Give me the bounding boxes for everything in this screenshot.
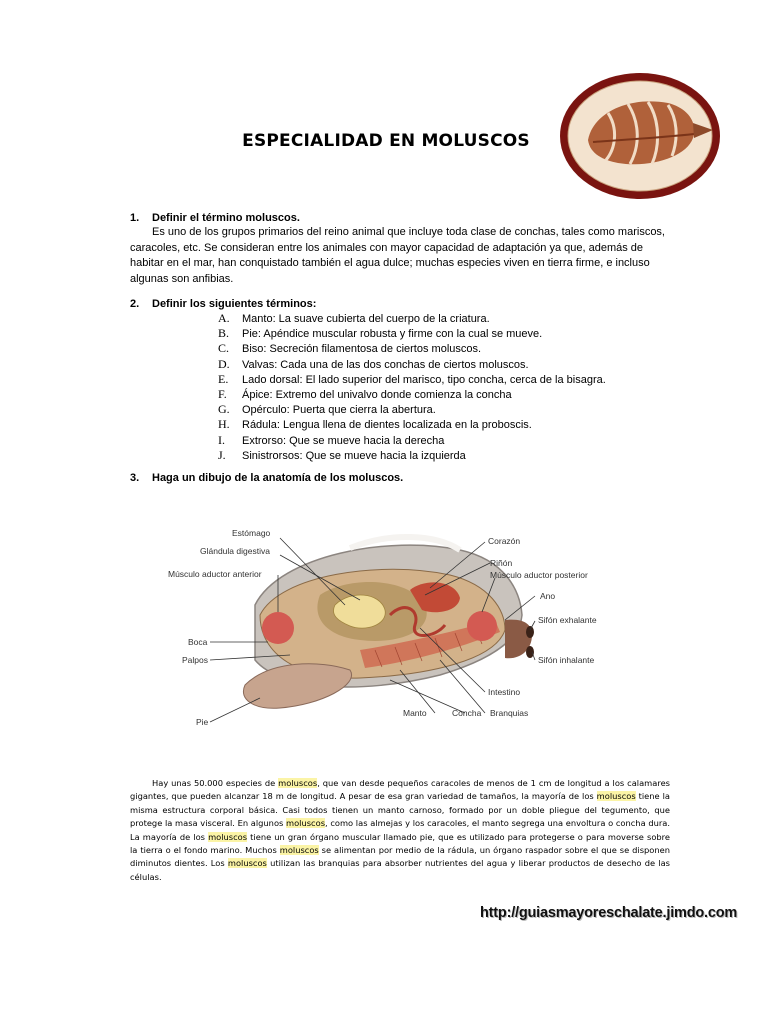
label-palpos: Palpos bbox=[182, 655, 208, 665]
highlighted-term: moluscos bbox=[596, 791, 636, 802]
page-title: ESPECIALIDAD EN MOLUSCOS bbox=[242, 131, 530, 151]
section-1-number: 1. bbox=[130, 212, 140, 224]
paragraph-text: se alimentan por medio de la rádula, un órgano raspador sobre el que se disponen diminutos dientes. Los bbox=[130, 845, 670, 869]
list-letter: C. bbox=[218, 341, 230, 356]
foot-shape bbox=[243, 664, 351, 709]
list-item bbox=[218, 448, 678, 463]
highlighted-term: moluscos bbox=[279, 845, 319, 856]
list-text: Extrorso: Que se mueve hacia la derecha bbox=[242, 434, 445, 447]
section-1-title: Definir el término moluscos. bbox=[152, 212, 300, 224]
highlighted-term: moluscos bbox=[278, 778, 318, 788]
list-letter: J. bbox=[218, 447, 226, 462]
molluscs-paragraph bbox=[130, 777, 670, 884]
posterior-adductor-shape bbox=[467, 611, 497, 641]
list-text: Pie: Apéndice muscular robusta y firme con la cual se mueve. bbox=[242, 328, 543, 341]
anterior-adductor-shape bbox=[262, 612, 294, 644]
list-letter: G. bbox=[218, 402, 230, 417]
label-intestino: Intestino bbox=[488, 687, 521, 697]
section-2-title: Definir los siguientes términos: bbox=[152, 298, 317, 310]
label-corazon: Corazón bbox=[488, 536, 521, 546]
label-estomago: Estómago bbox=[232, 528, 271, 538]
label-sifon-inhalante: Sifón inhalante bbox=[538, 655, 595, 665]
section-3-number: 3. bbox=[130, 472, 140, 484]
list-item bbox=[218, 372, 678, 387]
section-3-heading bbox=[130, 472, 403, 484]
section-2-heading bbox=[130, 298, 316, 310]
highlighted-term: moluscos bbox=[227, 858, 267, 869]
paragraph-text: tiene la misma estructura corporal básica. Casi todos tienen un manto carnoso, formado por un doble pliegue del tegumento, que protege la masa visceral. En algunos bbox=[130, 791, 670, 829]
paragraph-text: utilizan las branquias para absorber nutrientes del agua y liberar productos de desecho de las células. bbox=[130, 858, 670, 882]
list-letter: B. bbox=[218, 326, 230, 341]
label-musculo-anterior: Músculo aductor anterior bbox=[168, 569, 262, 579]
label-concha: Concha bbox=[452, 708, 482, 718]
label-musculo-posterior: Músculo aductor posterior bbox=[490, 570, 588, 580]
list-item bbox=[218, 387, 678, 402]
list-item bbox=[218, 326, 678, 341]
section-3-title: Haga un dibujo de la anatomía de los moluscos. bbox=[152, 472, 404, 484]
list-item bbox=[218, 433, 678, 448]
highlighted-term: moluscos bbox=[208, 831, 248, 842]
list-text: Valvas: Cada una de las dos conchas de ciertos moluscos. bbox=[242, 358, 529, 371]
paragraph-text: Hay unas 50.000 especies de bbox=[152, 778, 279, 788]
label-ano: Ano bbox=[540, 591, 556, 601]
list-letter: I. bbox=[218, 432, 225, 447]
label-boca: Boca bbox=[188, 637, 208, 647]
shell-badge-icon bbox=[548, 68, 732, 204]
list-text: Opérculo: Puerta que cierra la abertura. bbox=[242, 404, 436, 417]
label-branquias: Branquias bbox=[490, 708, 529, 718]
list-letter: D. bbox=[218, 356, 230, 371]
clam-anatomy-illustration bbox=[160, 520, 620, 740]
list-text: Ápice: Extremo del univalvo donde comienza la concha bbox=[242, 388, 512, 401]
label-rinon: Riñón bbox=[490, 558, 513, 568]
list-letter: H. bbox=[218, 417, 230, 432]
paragraph-text: , como las almejas y los caracoles, el manto segrega una envoltura o concha dura. La mayoría de los bbox=[130, 818, 670, 842]
list-item bbox=[218, 402, 678, 417]
section-1-heading bbox=[130, 212, 670, 224]
list-text: Rádula: Lengua llena de dientes localizada en la proboscis. bbox=[242, 419, 532, 432]
terms-list bbox=[218, 311, 678, 463]
footer-url: http://guiasmayoreschalate.jimdo.com bbox=[480, 905, 738, 921]
list-text: Biso: Secreción filamentosa de ciertos moluscos. bbox=[242, 343, 482, 356]
label-pie: Pie bbox=[196, 717, 209, 727]
list-item bbox=[218, 311, 678, 326]
list-item bbox=[218, 341, 678, 356]
paragraph-text: , que van desde pequeños caracoles de menos de 1 cm de longitud a los calamares gigantes, que pueden alcanzar 18 m de longitud. A pesar de esa gran variedad de tamaños, la mayoría de los bbox=[130, 778, 670, 802]
highlighted-term: moluscos bbox=[286, 818, 326, 829]
list-letter: A. bbox=[218, 311, 230, 325]
section-1-body: Es uno de los grupos primarios del reino animal que incluye toda clase de conchas, tales como mariscos, caracoles, etc. Se consideran entre los animales con mayor capacidad de adaptación ya que, además de habitar en el mar, han conquistado también el agua dulce; muchas especies viven en tierra firme, e incluso algunas son anfibias. bbox=[130, 226, 665, 285]
paragraph-text: tiene un gran órgano muscular llamado pie, que es utilizado para protegerse o para moverse sobre la tierra o el fondo marino. Muchos bbox=[130, 831, 670, 856]
list-text: Manto: La suave cubierta del cuerpo de la criatura. bbox=[242, 313, 490, 325]
label-glandula: Glándula digestiva bbox=[200, 546, 270, 556]
list-letter: F. bbox=[218, 386, 227, 401]
label-sifon-exhalante: Sifón exhalante bbox=[538, 615, 597, 625]
label-manto: Manto bbox=[403, 708, 427, 718]
list-item bbox=[218, 357, 678, 372]
list-item bbox=[218, 417, 678, 432]
section-2-number: 2. bbox=[130, 298, 140, 310]
list-letter: E. bbox=[218, 371, 229, 386]
list-text: Lado dorsal: El lado superior del marisco, tipo concha, cerca de la bisagra. bbox=[242, 373, 606, 386]
list-text: Sinistrorsos: Que se mueve hacia la izquierda bbox=[242, 449, 466, 462]
